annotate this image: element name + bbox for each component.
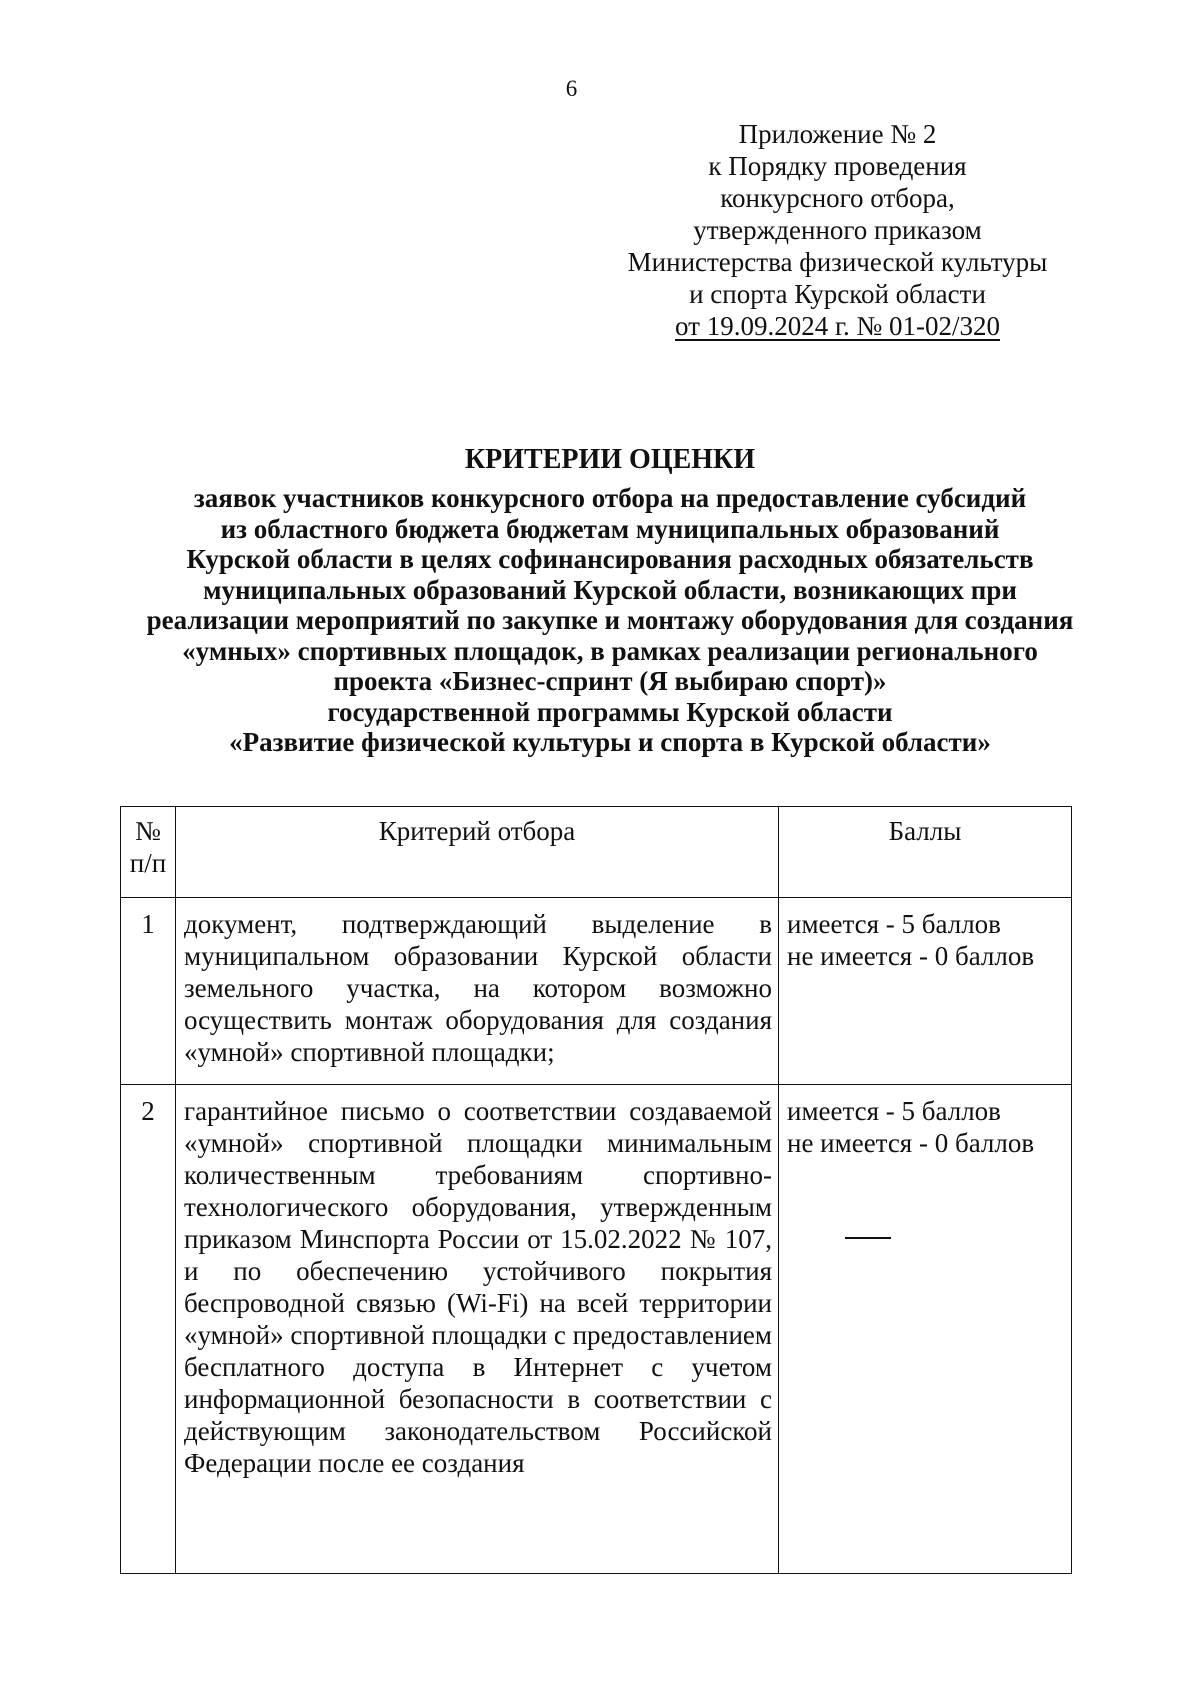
title-main: КРИТЕРИИ ОЦЕНКИ [464, 444, 756, 475]
header-num-symbol: № [135, 816, 161, 846]
row-number: 1 [121, 898, 176, 1085]
appendix-line: Министерства физической культуры [627, 247, 1048, 277]
column-header-criterion: Критерий отбора [176, 807, 779, 898]
appendix-line: и спорта Курской области [689, 279, 986, 309]
appendix-line: к Порядку проведения [708, 151, 967, 181]
appendix-header [605, 118, 1070, 342]
score-cell [779, 898, 1072, 1085]
score-no: не имеется - 0 баллов [787, 1128, 1035, 1158]
row-number: 2 [121, 1085, 176, 1574]
title-line: «Развитие физической культуры и спорта в Курской области» [229, 727, 991, 757]
dash-mark [845, 1237, 891, 1239]
score-cell [779, 1085, 1072, 1574]
title-line: «умных» спортивных площадок, в рамках реализации регионального [182, 635, 1038, 666]
title-line: муниципальных образований Курской области, возникающих при [203, 574, 1017, 605]
criteria-table [120, 806, 1072, 1574]
score-no: не имеется - 0 баллов [787, 941, 1035, 971]
title-line: государственной программы Курской области [327, 696, 893, 727]
order-reference: от 19.09.2024 г. № 01-02/320 [675, 311, 1000, 341]
title-line: реализации мероприятий по закупке и монтажу оборудования для создания [146, 605, 1074, 635]
table-header-row [121, 807, 1072, 898]
score-yes: имеется - 5 баллов [787, 1096, 1001, 1126]
title-line: заявок участников конкурсного отбора на предоставление субсидий [193, 483, 1027, 513]
criterion-text: документ, подтверждающий выделение в муниципальном образовании Курской области земельного участка, на котором возможно осуществить монтаж оборудования для создания «умной» спортивной площадки; [176, 898, 779, 1085]
column-header-number [121, 807, 176, 898]
document-title [110, 443, 1110, 758]
header-num-abbrev: п/п [129, 848, 167, 878]
title-line: проекта «Бизнес-спринт (Я выбираю спорт)» [333, 666, 887, 696]
appendix-line: утвержденного приказом [693, 215, 982, 245]
criterion-text: гарантийное письмо о соответствии создаваемой «умной» спортивной площадки минимальным количественным требованиям спортивно-технологического оборудования, утвержденным приказом Минспорта России от 15.02.2022 № 107, и по обеспечению устойчивого покрытия беспроводной связью (Wi-Fi) на всей территории «умной» спортивной площадки с предоставлением бесплатного доступа в Интернет с учетом информационной безопасности в соответствии с действующим законодательством Российской Федерации после ее создания [176, 1085, 779, 1574]
title-line: из областного бюджета бюджетам муниципальных образований [220, 513, 1000, 544]
table-row [121, 1085, 1072, 1574]
score-yes: имеется - 5 баллов [787, 909, 1001, 939]
appendix-line: конкурсного отбора, [720, 183, 955, 213]
table-row [121, 898, 1072, 1085]
title-line: Курской области в целях софинансирования расходных обязательств [186, 544, 1034, 574]
column-header-score: Баллы [779, 807, 1072, 898]
appendix-line: Приложение № 2 [738, 119, 937, 149]
page-number: 6 [565, 76, 578, 101]
